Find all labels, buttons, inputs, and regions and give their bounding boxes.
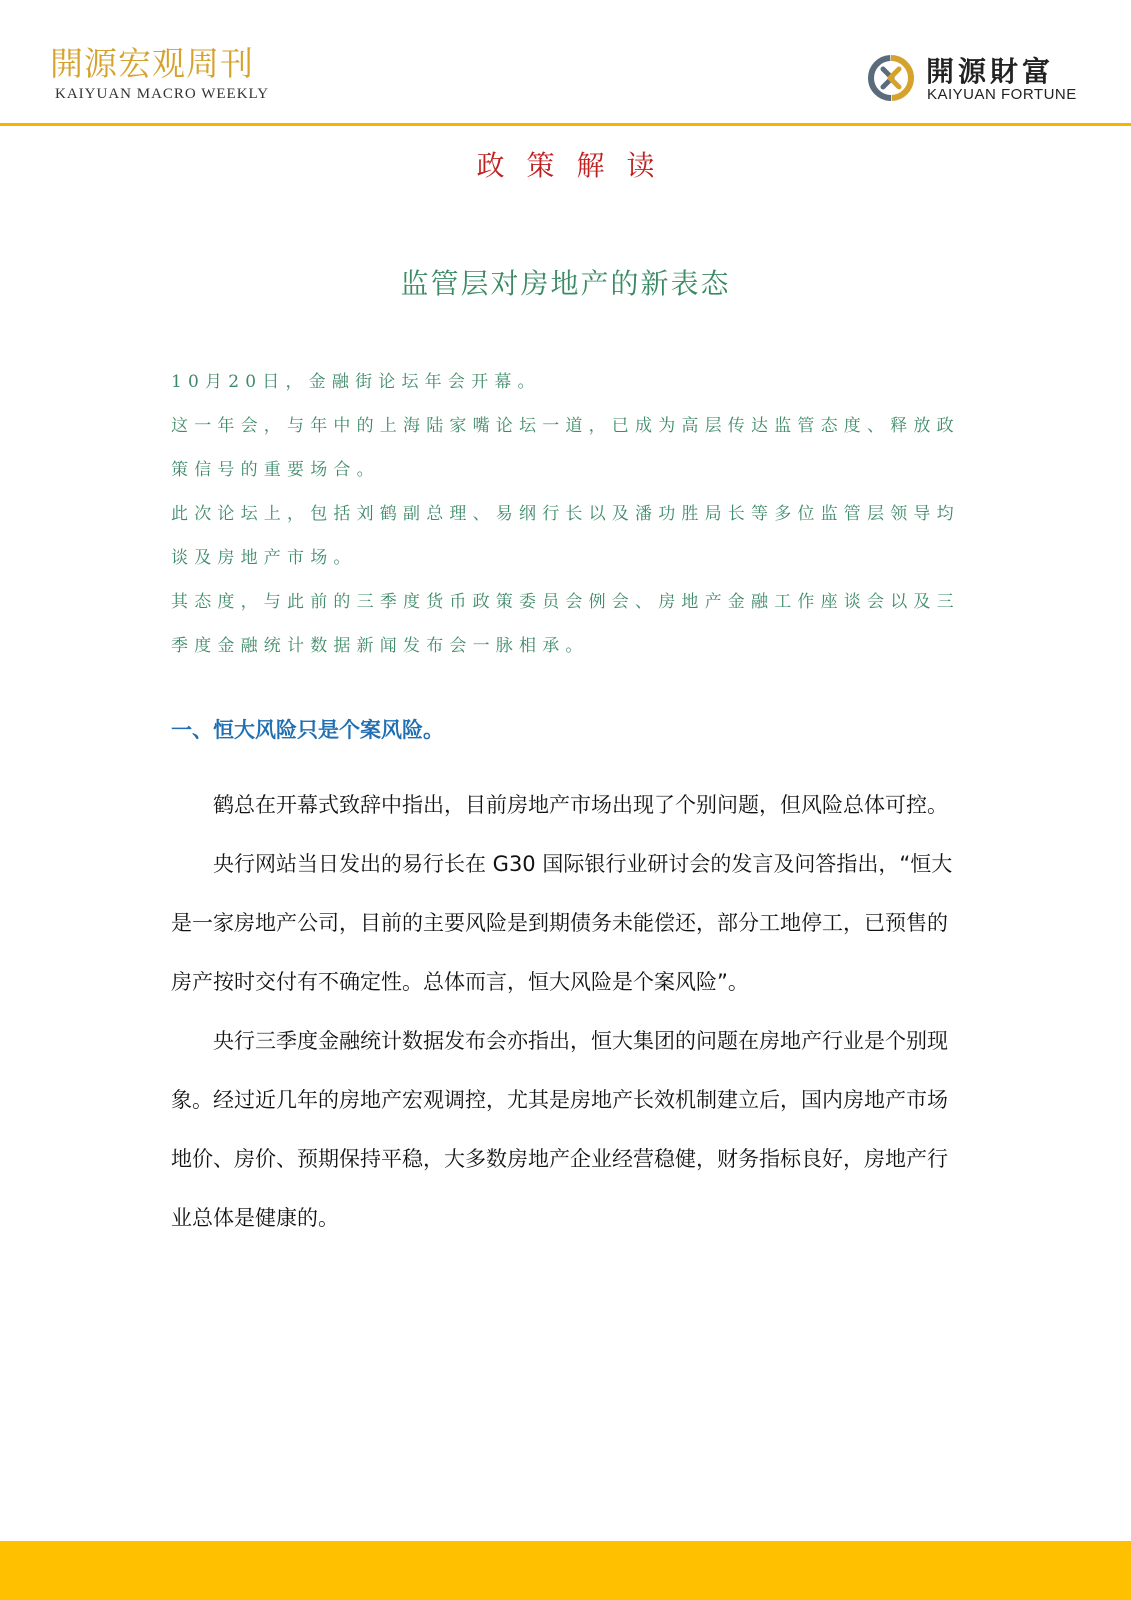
summary-paragraph: 这一年会，与年中的上海陆家嘴论坛一道，已成为高层传达监管态度、释放政策信号的重要场合。 [171,416,960,480]
section-heading: 一、恒大风险只是个案风险。 [171,718,444,742]
article-title: 监管层对房地产的新表态 [400,267,731,300]
publication-title: 開源宏观周刊 [50,44,254,83]
publication-subtitle: KAIYUAN MACRO WEEKLY [55,86,270,102]
summary-block [171,360,961,668]
body-text [171,776,961,1248]
summary-paragraph: 此次论坛上，包括刘鹤副总理、易纲行长以及潘功胜局长等多位监管层领导均谈及房地产市场。 [171,504,960,568]
body-paragraph: 鹤总在开幕式致辞中指出，目前房地产市场出现了个别问题，但风险总体可控。 [213,793,948,817]
kaiyuan-logo-icon [866,53,916,103]
body-paragraph: 央行网站当日发出的易行长在 G30 国际银行业研讨会的发言及问答指出，“恒大是一家房地产公司，目前的主要风险是到期债务未能偿还，部分工地停工，已预售的房产按时交付有不确定性。总体而言，恒大风险是个案风险”。 [171,852,953,994]
section-label: 政策解读 [476,149,677,182]
summary-paragraph: 其态度，与此前的三季度货币政策委员会例会、房地产金融工作座谈会以及三季度金融统计数据新闻发布会一脉相承。 [171,592,960,656]
logo-chinese-name: 開源財富 [926,55,1055,88]
company-logo [866,50,1086,106]
footer-bar [0,1541,1131,1600]
header-divider [0,123,1131,126]
summary-paragraph: 10月20日，金融街论坛年会开幕。 [171,372,541,392]
page-header [0,0,1131,126]
body-paragraph: 央行三季度金融统计数据发布会亦指出，恒大集团的问题在房地产行业是个别现象。经过近几年的房地产宏观调控，尤其是房地产长效机制建立后，国内房地产市场地价、房价、预期保持平稳，大多数房地产企业经营稳健，财务指标良好，房地产行业总体是健康的。 [171,1029,948,1230]
logo-english-name: KAIYUAN FORTUNE [927,86,1077,103]
